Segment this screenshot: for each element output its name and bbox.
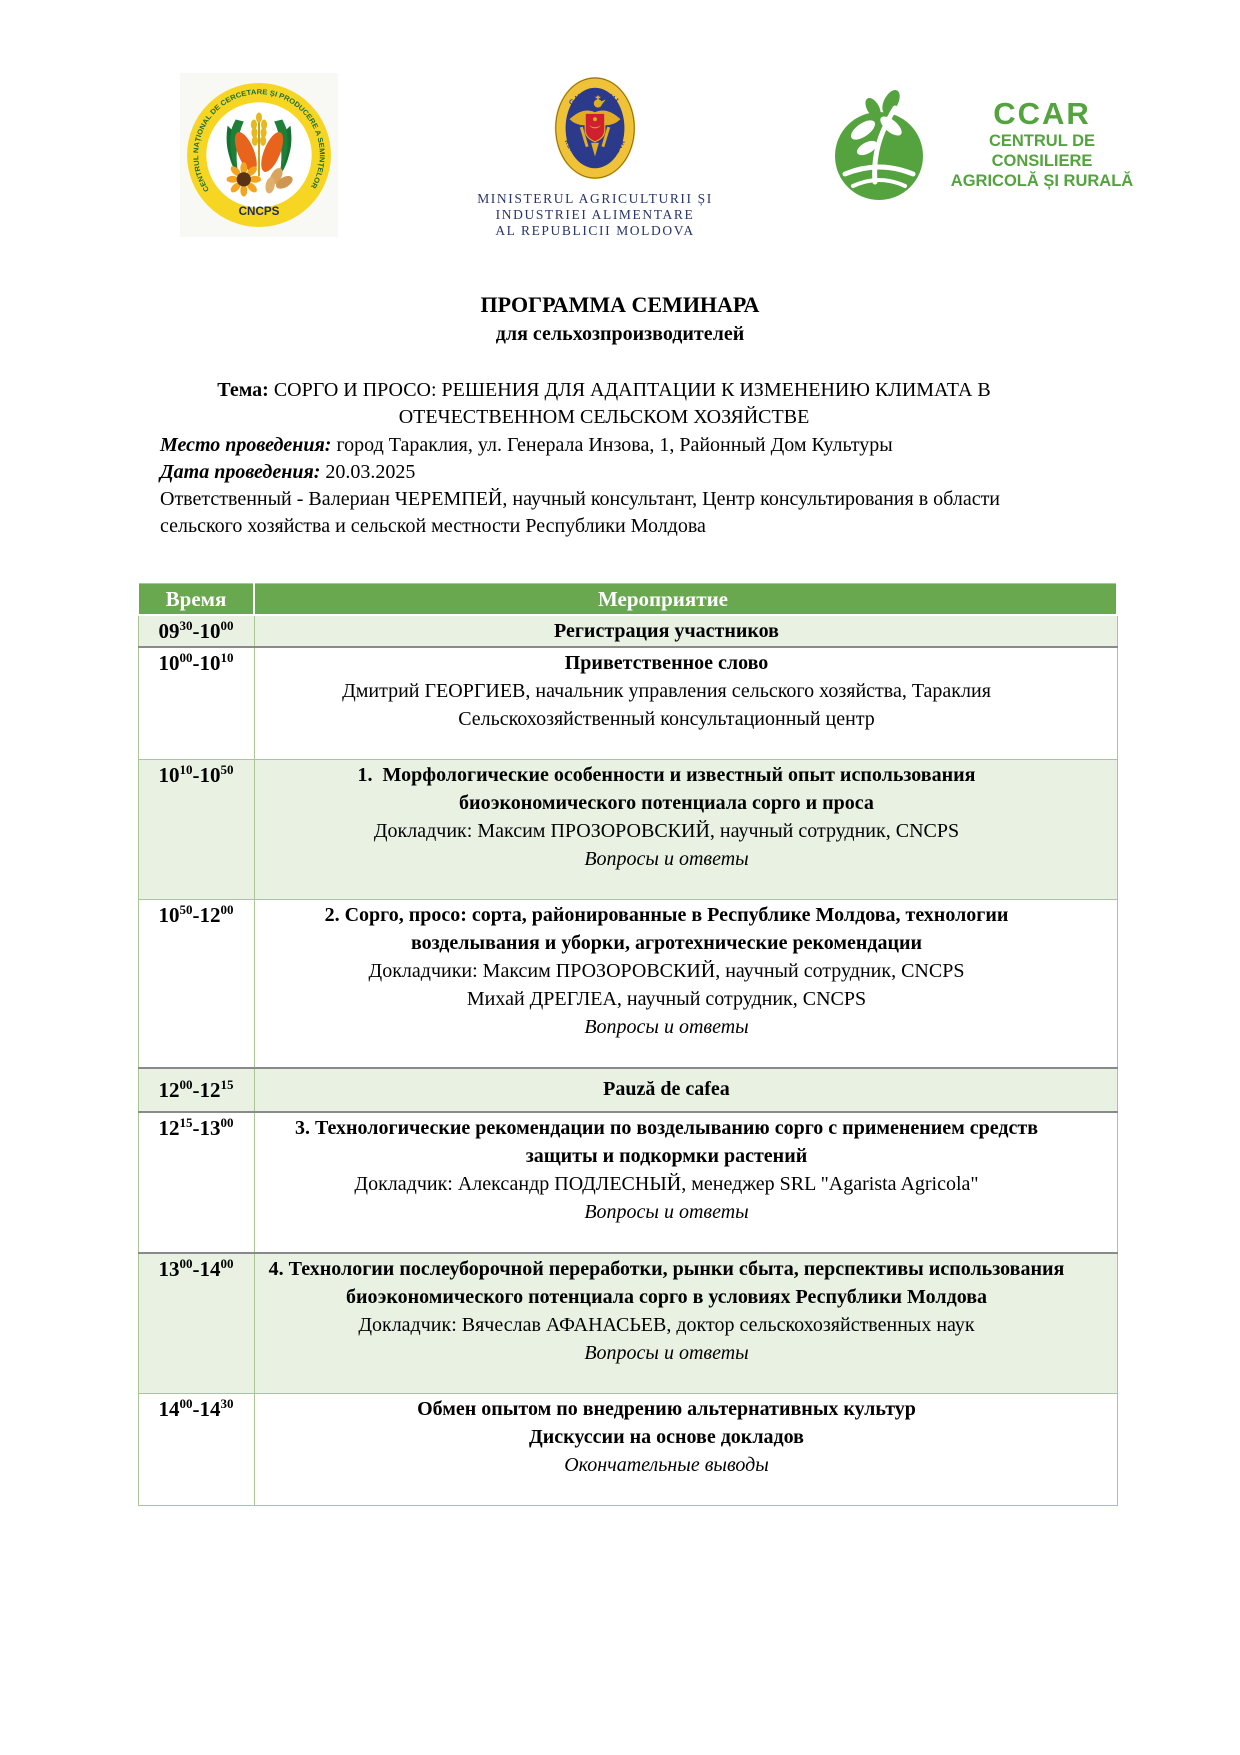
time-start: 10 (158, 763, 180, 787)
event-cell (254, 1112, 1117, 1253)
date-label: Дата проведения: (160, 461, 321, 483)
ccar-name-line: CENTRUL DE CONSILIERE (988, 132, 1096, 170)
event-line: Вопросы и ответы (584, 1201, 749, 1223)
ministry-name (460, 191, 730, 239)
location-line (160, 432, 1048, 459)
time-start-minutes: 00 (179, 1256, 193, 1271)
ministry-line: INDUSTRIEI ALIMENTARE (495, 207, 695, 222)
time-cell: $10^{50}-12^{00}$ (138, 900, 254, 1069)
time-start-minutes: 10 (179, 762, 193, 777)
responsible-line: Ответственный - Валериан ЧЕРЕМПЕЙ, научный консультант, Центр консультирования в области сельского хозяйства и сельской местности Республики Молдова (160, 488, 1001, 537)
event-cell (254, 1253, 1117, 1394)
column-header-time: Время (138, 584, 254, 616)
event-line: Докладчик: Александр ПОДЛЕСНЫЙ, менеджер SRL "Agarista Agricola" (354, 1173, 979, 1195)
table-row (138, 647, 1117, 760)
table-row (138, 1112, 1117, 1253)
time-start: 12 (158, 1116, 180, 1140)
time-start: 10 (158, 651, 180, 675)
time-start-minutes: 30 (179, 618, 193, 633)
schedule-table-wrap (137, 583, 1118, 1506)
location-label: Место проведения: (160, 434, 332, 456)
time-end: 12 (199, 903, 221, 927)
time-cell: $14^{00}-14^{30}$ (138, 1394, 254, 1506)
time-end-minutes: 00 (220, 618, 234, 633)
time-cell: $12^{15}-13^{00}$ (138, 1112, 254, 1253)
event-line: Докладчик: Вячеслав АФАНАСЬЕВ, доктор сельскохозяйственных наук (358, 1314, 975, 1336)
table-row (138, 615, 1117, 647)
table-header-row (138, 584, 1117, 616)
time-start: 09 (158, 619, 180, 643)
time-end: 14 (199, 1397, 221, 1421)
seminar-title-block (145, 290, 1095, 348)
table-row (138, 1253, 1117, 1394)
time-cell: $12^{00}-12^{15}$ (138, 1068, 254, 1112)
time-end-minutes: 15 (220, 1077, 234, 1092)
ccar-text (939, 97, 1145, 191)
theme-label: Тема: (217, 379, 269, 401)
time-cell: $13^{00}-14^{00}$ (138, 1253, 254, 1394)
time-end-minutes: 00 (220, 902, 234, 917)
table-row (138, 1394, 1117, 1506)
seminar-info (160, 377, 1048, 540)
time-end-minutes: 50 (220, 762, 234, 777)
event-line: Вопросы и ответы (584, 1016, 749, 1038)
ccar-name-line: AGRICOLĂ ȘI RURALĂ (950, 172, 1134, 190)
time-start: 14 (158, 1397, 180, 1421)
time-end: 13 (199, 1116, 221, 1140)
time-end: 10 (199, 651, 221, 675)
government-ring-bottom-text: REPUBLICII MOLDOVA (562, 138, 628, 167)
table-row (138, 1068, 1117, 1112)
event-line: Обмен опытом по внедрению альтернативных культур (417, 1398, 916, 1420)
time-start-minutes: 50 (179, 902, 193, 917)
time-end-minutes: 00 (220, 1115, 234, 1130)
event-line: 1. Морфологические особенности и известный опыт использования биоэкономического потенциала сорго и проса (357, 764, 976, 814)
time-start-minutes: 00 (179, 1077, 193, 1092)
time-start-minutes: 15 (179, 1115, 193, 1130)
government-ring-top-text: GUVERNUL (566, 87, 624, 108)
event-line: Приветственное слово (564, 652, 769, 674)
schedule-table (137, 583, 1118, 1506)
event-line: 4. Технологии послеуборочной переработки, рынки сбыта, перспективы использования биоэкономического потенциала сорго в условиях Республики Молдова (268, 1258, 1065, 1308)
cncps-logo (180, 73, 338, 237)
event-line: Вопросы и ответы (584, 848, 749, 870)
cncps-ring-text: CENTRUL NAȚIONAL DE CERCETARE ȘI PRODUCERE A SEMINȚELOR (192, 88, 326, 194)
time-end-minutes: 10 (220, 650, 234, 665)
time-cell: $10^{00}-10^{10}$ (138, 647, 254, 760)
event-line: Докладчик: Максим ПРОЗОРОВСКИЙ, научный сотрудник, CNCPS (373, 820, 960, 842)
theme-text: СОРГО И ПРОСО: РЕШЕНИЯ ДЛЯ АДАПТАЦИИ К ИЗМЕНЕНИЮ КЛИМАТА В ОТЕЧЕСТВЕННОМ СЕЛЬСКОМ ХОЗЯЙСТВЕ (268, 379, 991, 428)
event-line: 3. Технологические рекомендации по возделыванию сорго с применением средств защиты и подкормки растений (294, 1117, 1039, 1167)
event-cell (254, 615, 1117, 647)
ministry-line: AL REPUBLICII MOLDOVA (495, 223, 695, 238)
ministry-line: MINISTERUL AGRICULTURII ȘI (477, 191, 713, 206)
event-line: Pauză de cafea (603, 1078, 730, 1100)
event-line: Окончательные выводы (564, 1454, 769, 1476)
event-line: Докладчики: Максим ПРОЗОРОВСКИЙ, научный сотрудник, CNCPS (368, 960, 965, 982)
event-line: 2. Сорго, просо: сорта, районированные в Республике Молдова, технологии возделывания и уборки, агротехнические рекомендации (324, 904, 1009, 954)
date-line (160, 459, 1048, 486)
ccar-acronym: CCAR (993, 96, 1091, 131)
ccar-logo (833, 86, 1145, 202)
table-row (138, 760, 1117, 900)
cncps-logo-icon (183, 79, 335, 231)
time-start-minutes: 00 (179, 1396, 193, 1411)
table-row (138, 900, 1117, 1069)
column-header-event: Мероприятие (254, 584, 1117, 616)
time-start: 13 (158, 1257, 180, 1281)
time-start-minutes: 00 (179, 650, 193, 665)
event-cell (254, 760, 1117, 900)
page-title: ПРОГРАММА СЕМИНАРА (480, 292, 760, 317)
time-end: 14 (199, 1257, 221, 1281)
time-end-minutes: 00 (220, 1256, 234, 1271)
time-cell: $10^{10}-10^{50}$ (138, 760, 254, 900)
event-line: Вопросы и ответы (584, 1342, 749, 1364)
event-line: Дискуссии на основе докладов (529, 1426, 804, 1448)
schedule-table-body (138, 615, 1117, 1506)
moldova-government-emblem-icon (553, 76, 637, 180)
time-start: 12 (158, 1078, 180, 1102)
event-line: Регистрация участников (554, 620, 779, 642)
event-cell (254, 1068, 1117, 1112)
time-end: 10 (199, 619, 221, 643)
date-text: 20.03.2025 (320, 461, 416, 483)
event-cell (254, 900, 1117, 1069)
ccar-plant-icon (833, 86, 925, 202)
event-line: Михай ДРЕГЛЕА, научный сотрудник, CNCPS (466, 988, 867, 1010)
location-text: город Тараклия, ул. Генерала Инзова, 1, Районный Дом Культуры (331, 434, 893, 456)
time-end: 12 (199, 1078, 221, 1102)
page-subtitle: для сельхозпроизводителей (495, 323, 745, 345)
event-cell (254, 647, 1117, 760)
event-cell (254, 1394, 1117, 1506)
moldova-government-block (460, 76, 730, 239)
cncps-label: CNCPS (238, 204, 280, 218)
event-line: Дмитрий ГЕОРГИЕВ, начальник управления сельского хозяйства, Тараклия (342, 680, 991, 702)
time-cell: $09^{30}-10^{00}$ (138, 615, 254, 647)
time-end: 10 (199, 763, 221, 787)
time-end-minutes: 30 (220, 1396, 234, 1411)
event-line: Сельскохозяйственный консультационный центр (458, 708, 875, 730)
time-start: 10 (158, 903, 180, 927)
theme-line (160, 377, 1048, 431)
